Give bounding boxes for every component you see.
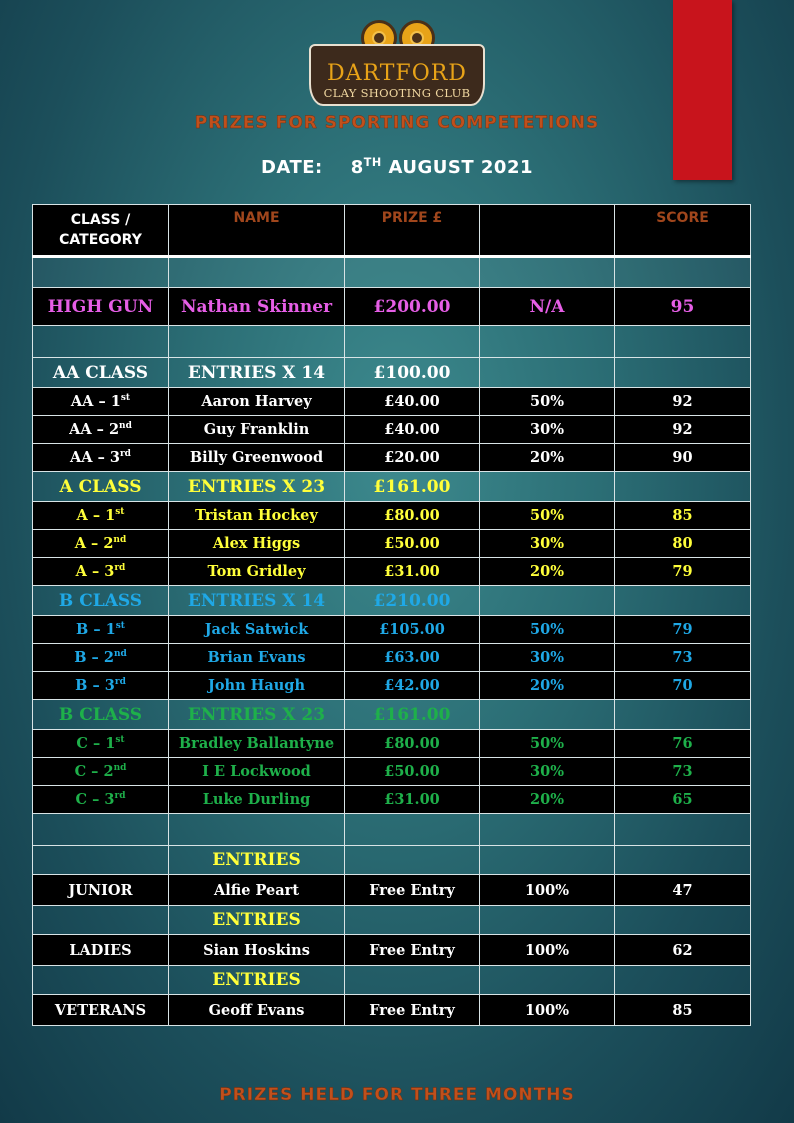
- red-accent-bar: [673, 0, 732, 180]
- position: A – 3rd: [33, 558, 169, 586]
- table-row: [33, 935, 751, 966]
- logo-subtitle: CLAY SHOOTING CLUB: [323, 86, 471, 100]
- class-pool: £210.00: [345, 586, 480, 616]
- class-pool: £161.00: [345, 472, 480, 502]
- shooter-name: Aaron Harvey: [169, 388, 345, 416]
- percent: 30%: [480, 758, 615, 786]
- header-class-category: CLASS / CATEGORY: [33, 205, 169, 257]
- score: 65: [615, 786, 751, 814]
- prize: Free Entry: [345, 875, 480, 906]
- date-label: DATE:: [260, 157, 323, 178]
- table-row: [33, 786, 751, 814]
- prize: £105.00: [345, 616, 480, 644]
- table-row: [33, 672, 751, 700]
- shooter-name: Guy Franklin: [169, 416, 345, 444]
- table-row: [33, 875, 751, 906]
- shooter-name: Tristan Hockey: [169, 502, 345, 530]
- score: 73: [615, 758, 751, 786]
- prize: £63.00: [345, 644, 480, 672]
- prize: £20.00: [345, 444, 480, 472]
- score: 80: [615, 530, 751, 558]
- score: 70: [615, 672, 751, 700]
- position: AA – 1st: [33, 388, 169, 416]
- percent: 20%: [480, 672, 615, 700]
- spacer-row: [33, 814, 751, 846]
- prize: Free Entry: [345, 995, 480, 1026]
- entries-row: [33, 846, 751, 875]
- percent: 20%: [480, 786, 615, 814]
- class-label: B CLASS: [33, 586, 169, 616]
- high-gun-name: Nathan Skinner: [169, 288, 345, 326]
- prize: £50.00: [345, 530, 480, 558]
- table-row: [33, 530, 751, 558]
- header-name: NAME: [169, 205, 345, 257]
- results-table: [32, 204, 751, 1026]
- class-entries: ENTRIES X 14: [169, 586, 345, 616]
- position: C – 3rd: [33, 786, 169, 814]
- score: 62: [615, 935, 751, 966]
- entries-row: [33, 966, 751, 995]
- date-day-suffix: TH: [363, 156, 382, 169]
- shooter-name: Billy Greenwood: [169, 444, 345, 472]
- category: LADIES: [33, 935, 169, 966]
- shooter-name: Alex Higgs: [169, 530, 345, 558]
- high-gun-prize: £200.00: [345, 288, 480, 326]
- percent: 50%: [480, 388, 615, 416]
- class-row-aa: [33, 358, 751, 388]
- shooter-name: Luke Durling: [169, 786, 345, 814]
- position: B – 3rd: [33, 672, 169, 700]
- prize: £31.00: [345, 558, 480, 586]
- entries-label: ENTRIES: [169, 966, 345, 995]
- date-month-year: AUGUST 2021: [388, 157, 533, 178]
- class-row-a: [33, 472, 751, 502]
- prize: £80.00: [345, 730, 480, 758]
- high-gun-percent: N/A: [480, 288, 615, 326]
- class-label: B CLASS: [33, 700, 169, 730]
- position: AA – 3rd: [33, 444, 169, 472]
- position: C – 1st: [33, 730, 169, 758]
- percent: 50%: [480, 502, 615, 530]
- position: B – 2nd: [33, 644, 169, 672]
- score: 73: [615, 644, 751, 672]
- position: A – 2nd: [33, 530, 169, 558]
- percent: 20%: [480, 558, 615, 586]
- class-row-c: [33, 700, 751, 730]
- club-logo: [309, 14, 485, 106]
- class-row-b: [33, 586, 751, 616]
- header-prize: PRIZE £: [345, 205, 480, 257]
- percent: 50%: [480, 616, 615, 644]
- class-pool: £100.00: [345, 358, 480, 388]
- shooter-name: I E Lockwood: [169, 758, 345, 786]
- score: 79: [615, 616, 751, 644]
- percent: 100%: [480, 995, 615, 1026]
- table-row: [33, 995, 751, 1026]
- prize: £40.00: [345, 416, 480, 444]
- high-gun-score: 95: [615, 288, 751, 326]
- table-row: [33, 388, 751, 416]
- spacer-row: [33, 326, 751, 358]
- class-entries: ENTRIES X 14: [169, 358, 345, 388]
- prize: £40.00: [345, 388, 480, 416]
- percent: 100%: [480, 875, 615, 906]
- shooter-name: Alfie Peart: [169, 875, 345, 906]
- page-title: PRIZES FOR SPORTING COMPETETIONS: [194, 113, 600, 133]
- entries-row: [33, 906, 751, 935]
- score: 79: [615, 558, 751, 586]
- separator-row: [33, 257, 751, 288]
- shooter-name: Bradley Ballantyne: [169, 730, 345, 758]
- prize: £80.00: [345, 502, 480, 530]
- score: 90: [615, 444, 751, 472]
- position: A – 1st: [33, 502, 169, 530]
- table-row: [33, 416, 751, 444]
- category: JUNIOR: [33, 875, 169, 906]
- high-gun-class: HIGH GUN: [33, 288, 169, 326]
- percent: 50%: [480, 730, 615, 758]
- entries-label: ENTRIES: [169, 906, 345, 935]
- score: 92: [615, 388, 751, 416]
- shooter-name: Brian Evans: [169, 644, 345, 672]
- footer-note: PRIZES HELD FOR THREE MONTHS: [219, 1085, 575, 1105]
- date-day: 8: [350, 157, 364, 178]
- table-row: [33, 644, 751, 672]
- table-row: [33, 616, 751, 644]
- table-row: [33, 444, 751, 472]
- percent: 30%: [480, 530, 615, 558]
- competition-date: [0, 157, 794, 178]
- score: 85: [615, 502, 751, 530]
- high-gun-row: [33, 288, 751, 326]
- table-header-row: [33, 205, 751, 257]
- position: B – 1st: [33, 616, 169, 644]
- prize: £50.00: [345, 758, 480, 786]
- shooter-name: Geoff Evans: [169, 995, 345, 1026]
- position: C – 2nd: [33, 758, 169, 786]
- shooter-name: Tom Gridley: [169, 558, 345, 586]
- table-row: [33, 558, 751, 586]
- percent: 30%: [480, 416, 615, 444]
- score: 76: [615, 730, 751, 758]
- table-row: [33, 730, 751, 758]
- class-entries: ENTRIES X 23: [169, 472, 345, 502]
- position: AA – 2nd: [33, 416, 169, 444]
- score: 92: [615, 416, 751, 444]
- header-percent: [480, 205, 615, 257]
- logo-title: DARTFORD: [327, 61, 467, 86]
- prize: £42.00: [345, 672, 480, 700]
- category: VETERANS: [33, 995, 169, 1026]
- class-pool: £161.00: [345, 700, 480, 730]
- prize: Free Entry: [345, 935, 480, 966]
- entries-label: ENTRIES: [169, 846, 345, 875]
- shooter-name: John Haugh: [169, 672, 345, 700]
- score: 47: [615, 875, 751, 906]
- table-row: [33, 758, 751, 786]
- class-entries: ENTRIES X 23: [169, 700, 345, 730]
- prize: £31.00: [345, 786, 480, 814]
- percent: 20%: [480, 444, 615, 472]
- class-label: A CLASS: [33, 472, 169, 502]
- shooter-name: Sian Hoskins: [169, 935, 345, 966]
- percent: 30%: [480, 644, 615, 672]
- table-row: [33, 502, 751, 530]
- percent: 100%: [480, 935, 615, 966]
- shooter-name: Jack Satwick: [169, 616, 345, 644]
- class-label: AA CLASS: [33, 358, 169, 388]
- score: 85: [615, 995, 751, 1026]
- header-score: SCORE: [615, 205, 751, 257]
